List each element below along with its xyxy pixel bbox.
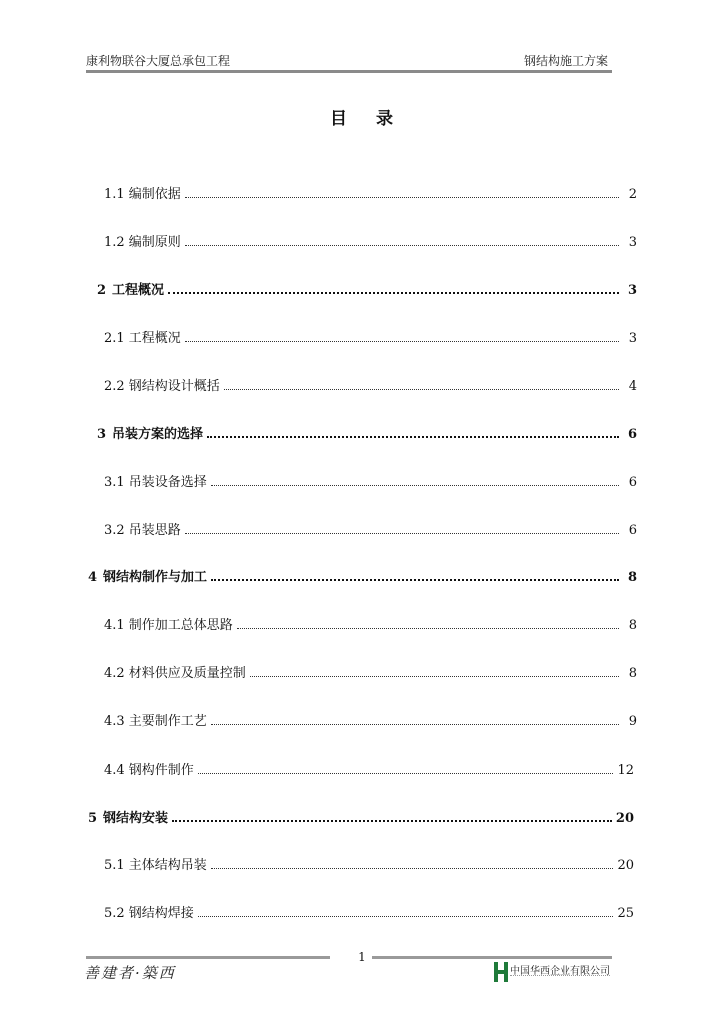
toc-entry-label: [104, 662, 246, 681]
footer-rule-left: [86, 956, 330, 959]
toc-entry-text: 编制原则: [128, 235, 181, 250]
toc-entry-text: 钢结构焊接: [128, 906, 194, 921]
toc-entry: [97, 424, 637, 442]
toc-entry-page: 8: [628, 618, 637, 633]
page-number: 1: [358, 950, 366, 964]
toc-entry-text: 吊装设备选择: [128, 475, 207, 490]
toc-entry-number: 5.1: [104, 858, 125, 873]
toc-entry-page: 6: [628, 475, 637, 490]
toc-entry-text: 钢结构制作与加工: [103, 570, 208, 585]
toc-entry-page: 3: [628, 235, 637, 250]
toc-entry-number: 4.4: [104, 763, 125, 778]
toc-entry-label: [104, 375, 220, 394]
toc-entry-label: [97, 279, 164, 298]
toc-entry-number: 1.2: [104, 235, 125, 250]
toc-entry-number: 2.2: [104, 379, 125, 394]
toc-entry-page: 3: [628, 331, 637, 346]
toc-entry-page: 3: [627, 283, 637, 298]
toc-entry: [97, 280, 637, 298]
toc-entry-page: 8: [627, 570, 637, 585]
toc-entry-page: 20: [617, 858, 634, 873]
toc-leader-dots: [207, 436, 619, 438]
toc-entry: [104, 615, 637, 633]
toc-leader-dots: [250, 676, 619, 677]
toc-leader-dots: [211, 724, 619, 725]
toc-entry-page: 20: [615, 811, 634, 826]
toc-title-char-2: 录: [376, 109, 394, 129]
toc-entry-label: [88, 566, 207, 585]
toc-entry-number: 3: [97, 427, 107, 442]
toc-entry-label: [104, 902, 194, 921]
toc-entry-text: 材料供应及质量控制: [128, 666, 246, 681]
toc-entry-page: 8: [628, 666, 637, 681]
toc-entry: [104, 760, 634, 778]
toc-entry-number: 5.2: [104, 906, 125, 921]
toc-entry-text: 钢结构设计概括: [128, 379, 220, 394]
toc-entry-page: 6: [627, 427, 637, 442]
toc-entry: [104, 376, 637, 394]
toc-entry-label: [97, 423, 203, 442]
toc-leader-dots: [198, 916, 614, 917]
toc-leader-dots: [224, 389, 619, 390]
toc-entry: [104, 711, 637, 729]
toc-entry-label: [104, 519, 181, 538]
toc-leader-dots: [185, 533, 619, 534]
toc-leader-dots: [185, 341, 619, 342]
toc-entry: [88, 808, 634, 826]
huaxi-logo-icon: [494, 962, 508, 982]
toc-leader-dots: [185, 197, 619, 198]
toc-leader-dots: [172, 820, 612, 822]
toc-entry-number: 2: [97, 283, 107, 298]
toc-entry-page: 4: [628, 379, 637, 394]
toc-entry-label: [104, 854, 207, 873]
header-document-title: 钢结构施工方案: [523, 54, 608, 68]
toc-leader-dots: [211, 485, 619, 486]
toc-entry: [104, 184, 637, 202]
toc-entry-number: 5: [88, 811, 98, 826]
toc-entry-text: 编制依据: [128, 187, 181, 202]
toc-entry: [104, 232, 637, 250]
toc-entry: [104, 328, 637, 346]
toc-entry-text: 吊装思路: [128, 523, 181, 538]
toc-entry: [104, 663, 637, 681]
toc-entry-text: 主要制作工艺: [128, 714, 207, 729]
company-name: 中国华西企业有限公司: [510, 966, 610, 977]
toc-leader-dots: [168, 292, 619, 294]
toc-entry-label: [104, 183, 181, 202]
toc-entry-label: [104, 710, 207, 729]
toc-leader-dots: [211, 579, 619, 581]
toc-entry: [88, 567, 637, 585]
toc-leader-dots: [185, 245, 619, 246]
toc-entry-page: 6: [628, 523, 637, 538]
toc-entry-page: 2: [628, 187, 637, 202]
toc-entry-page: 12: [617, 763, 634, 778]
toc-entry-number: 1.1: [104, 187, 125, 202]
toc-entry-text: 吊装方案的选择: [112, 427, 204, 442]
toc-entry-text: 钢结构安装: [103, 811, 169, 826]
toc-entry-label: [104, 759, 194, 778]
header-project-name: 康利物联谷大厦总承包工程: [86, 54, 231, 68]
toc-entry-text: 钢构件制作: [128, 763, 194, 778]
toc-entry-label: [88, 807, 168, 826]
toc-entry-number: 4.1: [104, 618, 125, 633]
toc-entry-number: 4: [88, 570, 98, 585]
toc-entry-number: 4.3: [104, 714, 125, 729]
toc-entry: [104, 903, 634, 921]
toc-title-char-1: 目: [330, 109, 348, 129]
footer-rule-right: [372, 956, 612, 959]
toc-entry-number: 3.1: [104, 475, 125, 490]
toc-entry-text: 制作加工总体思路: [128, 618, 233, 633]
toc-entry-number: 4.2: [104, 666, 125, 681]
toc-entry: [104, 855, 634, 873]
toc-leader-dots: [211, 868, 614, 869]
toc-entry-number: 2.1: [104, 331, 125, 346]
toc-entry-text: 工程概况: [112, 283, 165, 298]
toc-leader-dots: [198, 773, 614, 774]
company-logo: [494, 962, 614, 984]
company-name-underline: [510, 975, 610, 979]
toc-leader-dots: [237, 628, 619, 629]
footer-slogan: 善建者·築西: [84, 964, 176, 982]
toc-entry-label: [104, 327, 181, 346]
toc-entry-page: 25: [617, 906, 634, 921]
toc-entry-page: 9: [628, 714, 637, 729]
toc-entry-label: [104, 231, 181, 250]
toc-entry-label: [104, 614, 233, 633]
toc-entry-text: 工程概况: [128, 331, 181, 346]
toc-entry-text: 主体结构吊装: [128, 858, 207, 873]
toc-entry-label: [104, 471, 207, 490]
toc-entry-number: 3.2: [104, 523, 125, 538]
toc-entry: [104, 472, 637, 490]
toc-entry: [104, 520, 637, 538]
